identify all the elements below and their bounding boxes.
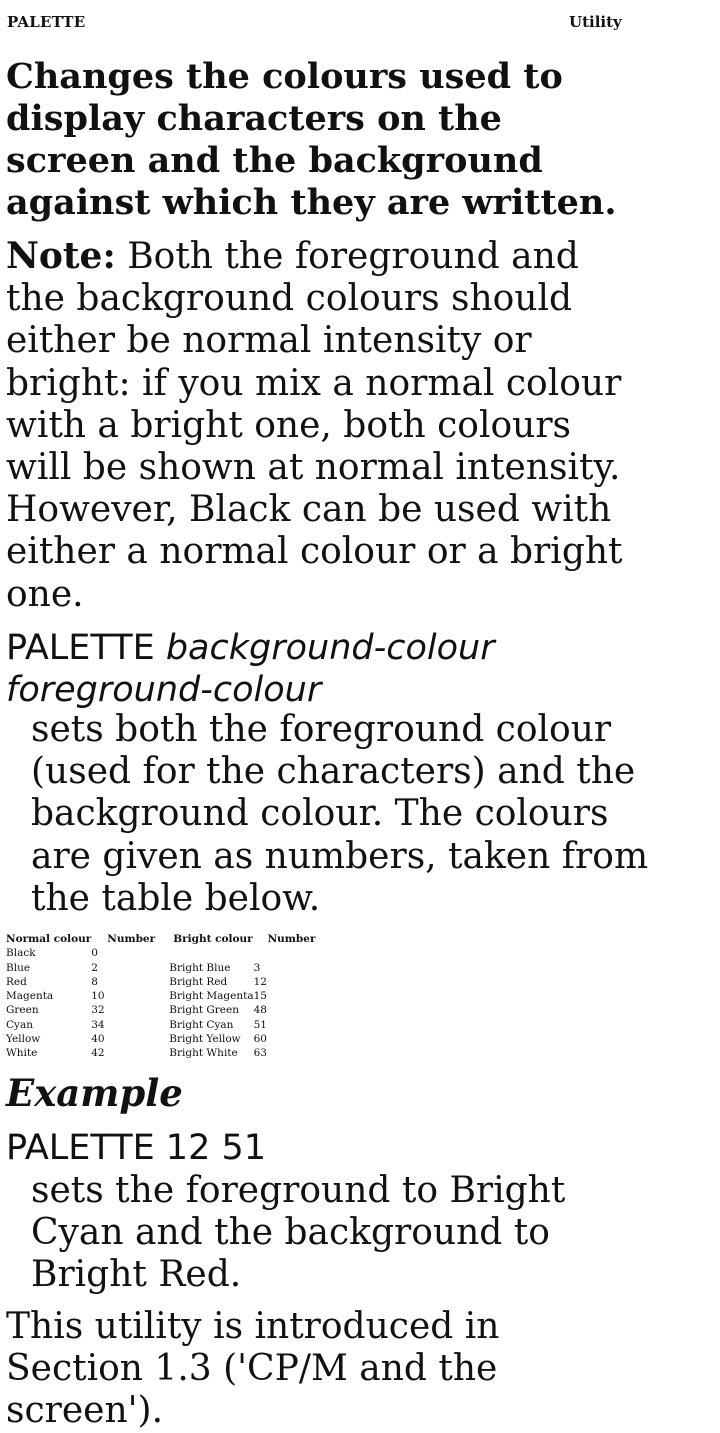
bright-number-cell: 60 xyxy=(253,1033,267,1046)
note-label: Note: xyxy=(6,235,116,277)
header-bright-colour: Bright colour xyxy=(173,933,253,945)
normal-number-cell: 10 xyxy=(91,990,105,1003)
bright-colour-cell: Bright White xyxy=(169,1047,238,1060)
table-row xyxy=(6,1046,315,1060)
bright-colour-cell: Bright Magenta xyxy=(169,990,254,1003)
normal-number-cell: 8 xyxy=(91,975,98,988)
note-text: Both the foreground and the background colours should either be normal intensity or bright: if you mix a normal colour with a bright one, both colours will be shown at normal intensity. However, Black can be used with either a normal colour or a bright one. xyxy=(6,236,623,615)
normal-colour-cell: Magenta xyxy=(6,990,54,1003)
example-heading: Example xyxy=(6,1071,183,1115)
table-row xyxy=(6,1003,315,1017)
page-header-command: PALETTE xyxy=(7,13,86,31)
syntax-command: PALETTE xyxy=(6,628,166,668)
table-row xyxy=(6,975,315,989)
table-row xyxy=(6,1032,315,1046)
bright-number-cell xyxy=(254,946,316,960)
bright-number-cell: 51 xyxy=(253,1018,267,1031)
bright-number-cell: 15 xyxy=(253,990,267,1003)
header-normal-number: Number xyxy=(107,933,156,945)
normal-colour-cell: Green xyxy=(6,1004,39,1017)
normal-colour-cell: Blue xyxy=(6,961,31,974)
colour-table-header-row xyxy=(6,932,315,946)
example-code: PALETTE 12 51 xyxy=(6,1128,267,1168)
normal-number-cell: 40 xyxy=(91,1033,105,1046)
note-paragraph xyxy=(6,235,626,616)
bright-number-cell: 48 xyxy=(253,1004,267,1017)
example-description: sets the foreground to Bright Cyan and the background to Bright Red. xyxy=(31,1170,566,1296)
bright-number-cell: 3 xyxy=(253,961,261,974)
table-row xyxy=(6,946,315,960)
normal-colour-cell: Red xyxy=(6,975,27,988)
normal-number-cell: 34 xyxy=(91,1018,105,1031)
syntax-description: sets both the foreground colour (used for the characters) and the background colour. The colours are given as numbers, taken from the table below. xyxy=(31,709,649,919)
normal-number-cell: 0 xyxy=(91,947,98,960)
normal-colour-cell: Black xyxy=(6,947,36,960)
section-reference: This utility is introduced in Section 1.3 ('CP/M and the screen'). xyxy=(6,1306,500,1432)
bright-colour-cell: Bright Yellow xyxy=(169,1033,241,1046)
header-bright-number: Number xyxy=(267,933,316,945)
table-row xyxy=(6,961,315,975)
normal-number-cell: 42 xyxy=(91,1047,105,1060)
table-row xyxy=(6,989,315,1003)
page-header-category: Utility xyxy=(569,13,622,31)
bright-number-cell: 12 xyxy=(253,975,267,988)
colour-table xyxy=(6,932,315,1061)
table-row xyxy=(6,1018,315,1032)
normal-colour-cell: White xyxy=(6,1047,38,1060)
normal-colour-cell: Cyan xyxy=(6,1018,33,1031)
syntax-param-background: background-colour xyxy=(165,628,495,668)
normal-number-cell: 32 xyxy=(91,1004,105,1017)
bright-number-cell: 63 xyxy=(253,1047,267,1060)
bright-colour-cell xyxy=(169,946,253,960)
syntax-param-foreground: foreground-colour xyxy=(6,670,322,710)
bright-colour-cell: Bright Green xyxy=(169,1004,239,1017)
bright-colour-cell: Bright Red xyxy=(169,975,228,988)
header-normal-colour: Normal colour xyxy=(6,933,92,945)
normal-colour-cell: Yellow xyxy=(6,1033,41,1046)
normal-number-cell: 2 xyxy=(91,961,98,974)
lead-paragraph: Changes the colours used to display characters on the screen and the background against which they are written. xyxy=(6,56,617,223)
bright-colour-cell: Bright Blue xyxy=(169,961,231,974)
syntax-line xyxy=(6,627,626,711)
bright-colour-cell: Bright Cyan xyxy=(169,1018,234,1031)
